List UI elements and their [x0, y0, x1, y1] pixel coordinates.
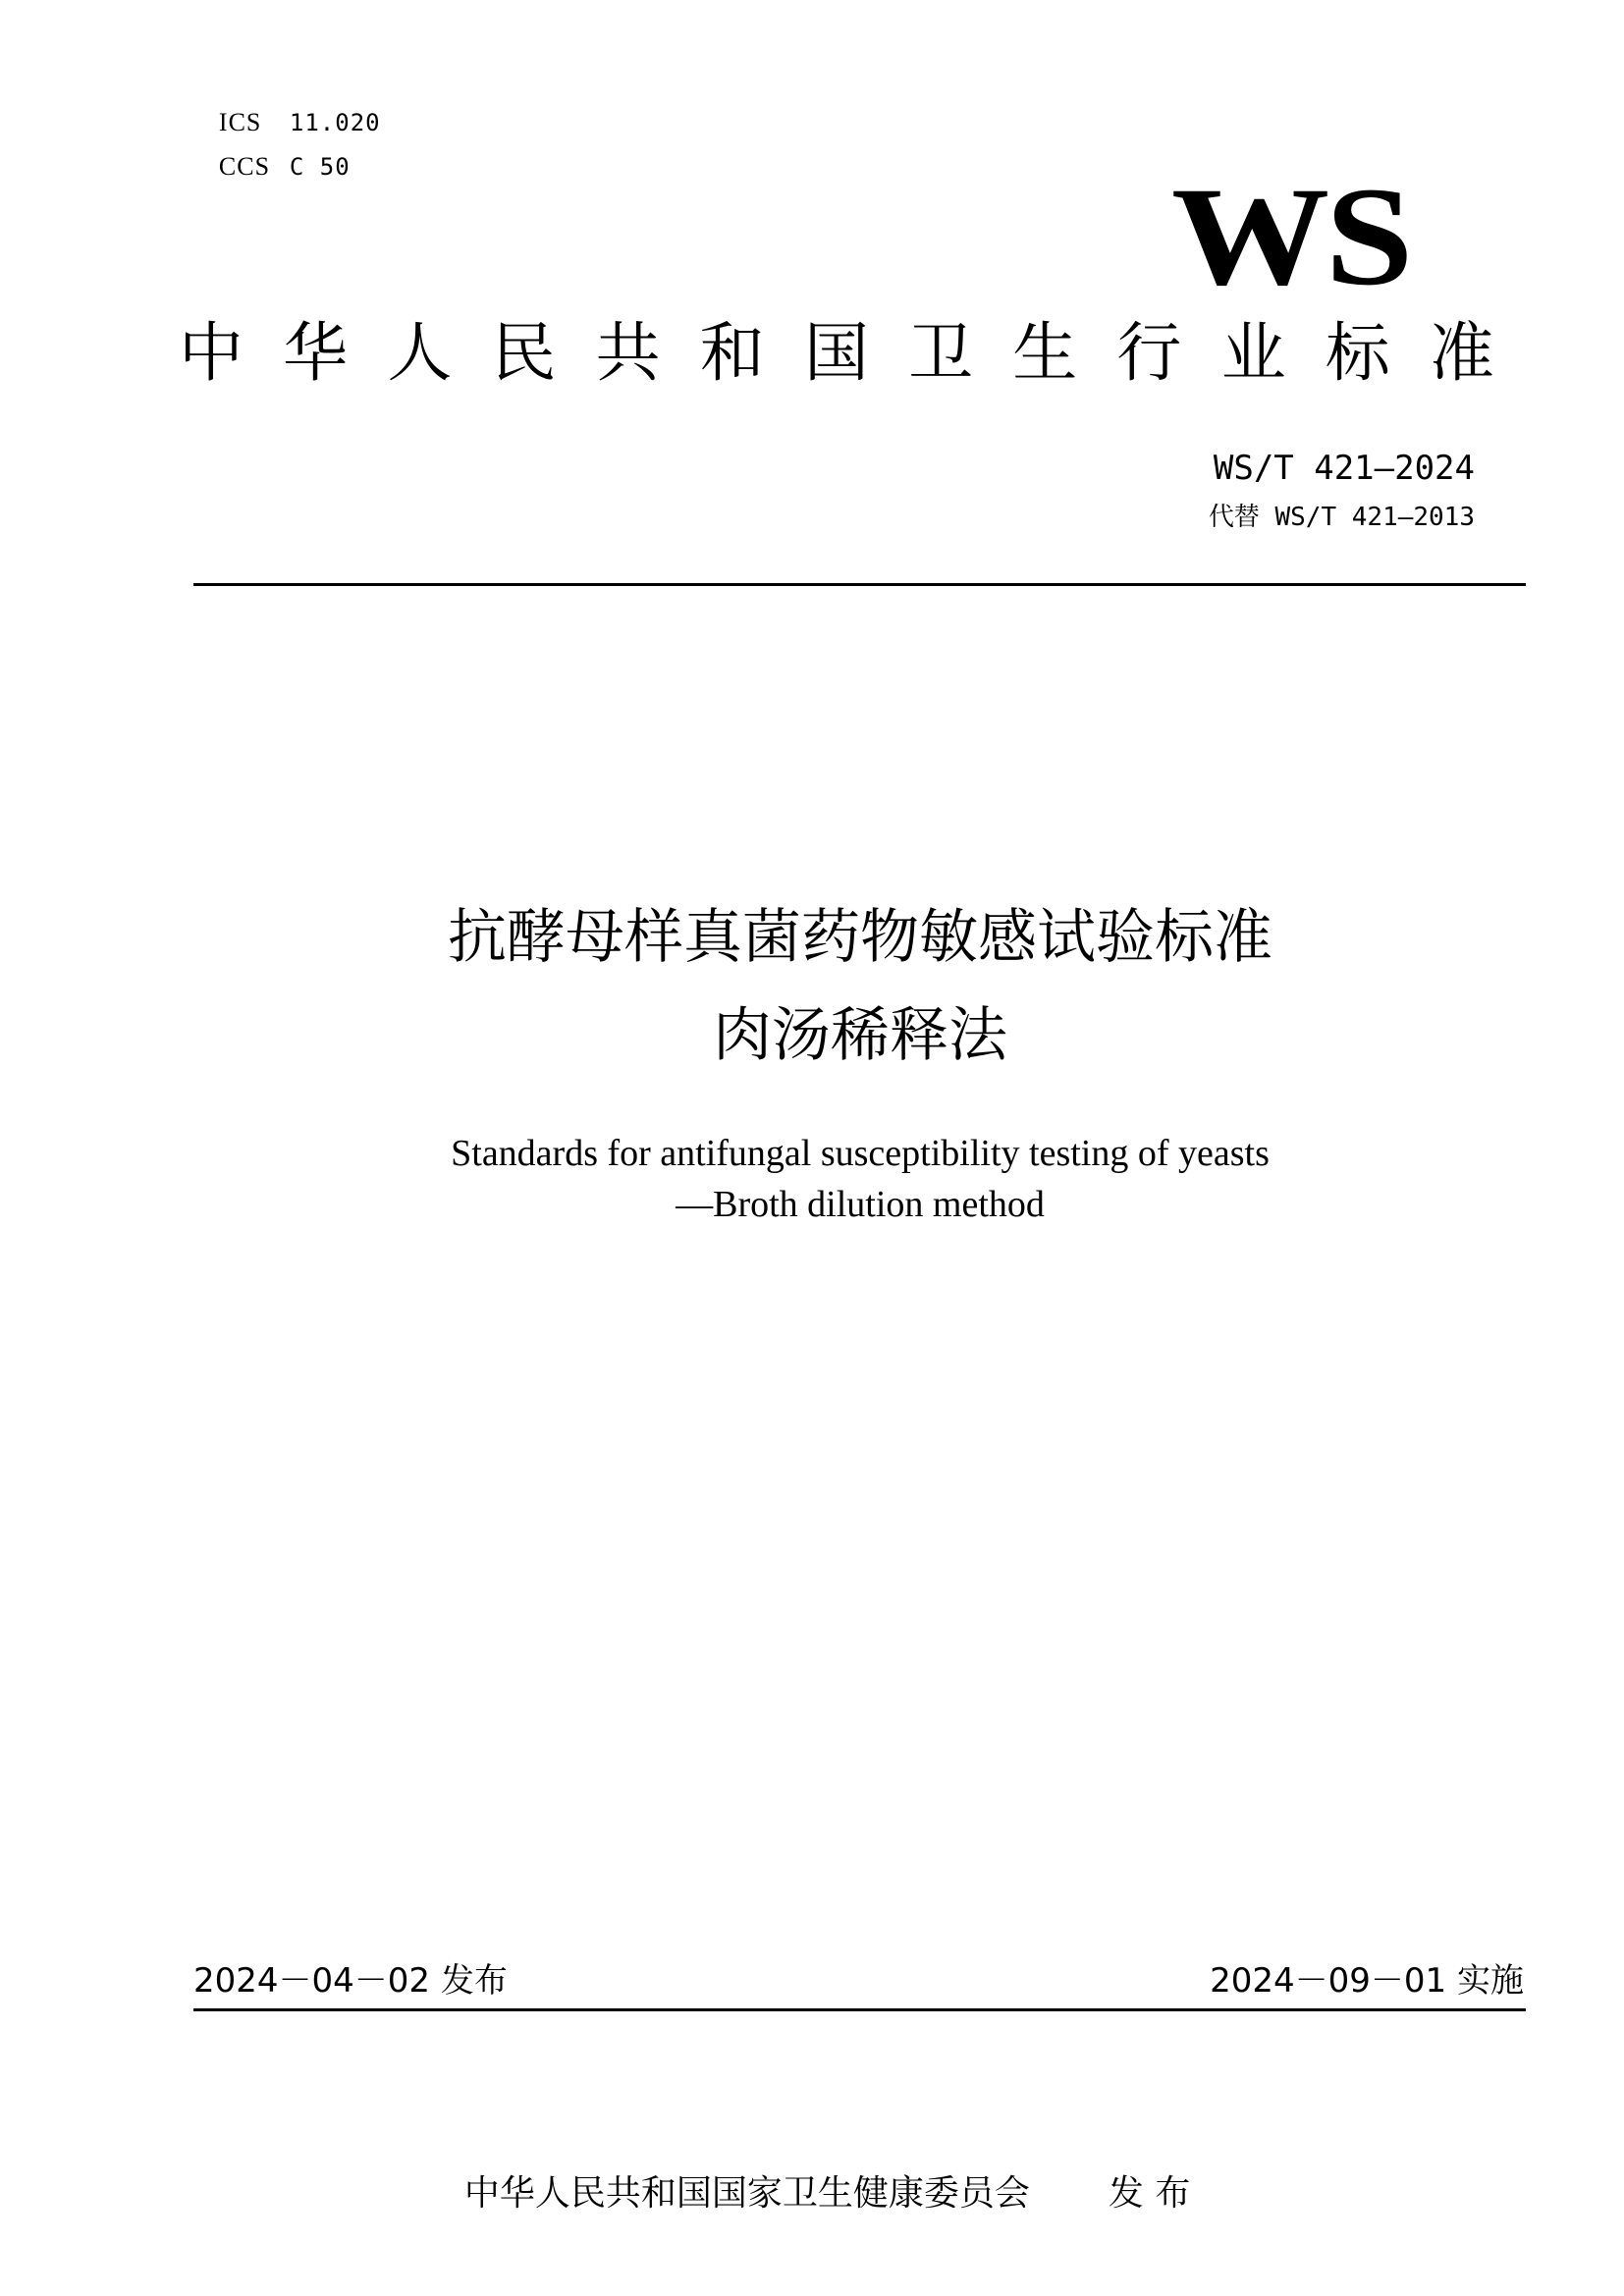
ccs-classification: [189, 125, 351, 182]
ccs-value: C 50: [289, 153, 351, 181]
publisher-action: 发 布: [1108, 2173, 1191, 2214]
title-en-line2: —Broth dilution method: [676, 1184, 1045, 1225]
implementation-date: 2024－09－01 实施: [1210, 1961, 1524, 2001]
standard-kind-char: 和: [699, 315, 765, 391]
standard-kind-char: 国: [803, 315, 869, 391]
title-en-line1: Standards for antifungal susceptibility testing of yeasts: [451, 1133, 1270, 1174]
standard-kind-char: 人: [387, 315, 453, 391]
standard-kind-char: 共: [595, 315, 661, 391]
standard-kind-char: 生: [1012, 315, 1078, 391]
standard-kind-char: 准: [1429, 315, 1494, 391]
standard-kind-char: 民: [491, 315, 557, 391]
publisher-name: 中华人民共和国国家卫生健康委员会: [463, 2173, 1030, 2214]
standard-code: WS/T 421—2024: [1213, 449, 1475, 488]
title-cn-line2: 肉汤稀释法: [713, 1001, 1007, 1070]
top-divider: [193, 583, 1526, 586]
standard-kind-char: 行: [1116, 315, 1182, 391]
standard-kind-heading: [179, 314, 1494, 393]
standard-kind-char: 业: [1220, 315, 1286, 391]
replaces-note: 代替 WS/T 421—2013: [1208, 503, 1475, 532]
publisher-line: [442, 2120, 1190, 2218]
standard-kind-char: 标: [1325, 315, 1390, 391]
bottom-divider: [193, 2008, 1526, 2011]
title-cn-line1: 抗酵母样真菌药物敏感试验标准: [448, 903, 1272, 972]
standard-kind-char: 卫: [908, 315, 974, 391]
standard-kind-char: 中: [179, 315, 244, 391]
ics-label: ICS: [218, 108, 262, 136]
issue-date: 2024－04－02 发布: [193, 1961, 508, 2001]
standard-kind-char: 华: [283, 315, 349, 391]
ws-standard-mark: WS: [1170, 159, 1409, 315]
ics-value: 11.020: [289, 109, 381, 136]
ccs-label: CCS: [218, 152, 271, 181]
